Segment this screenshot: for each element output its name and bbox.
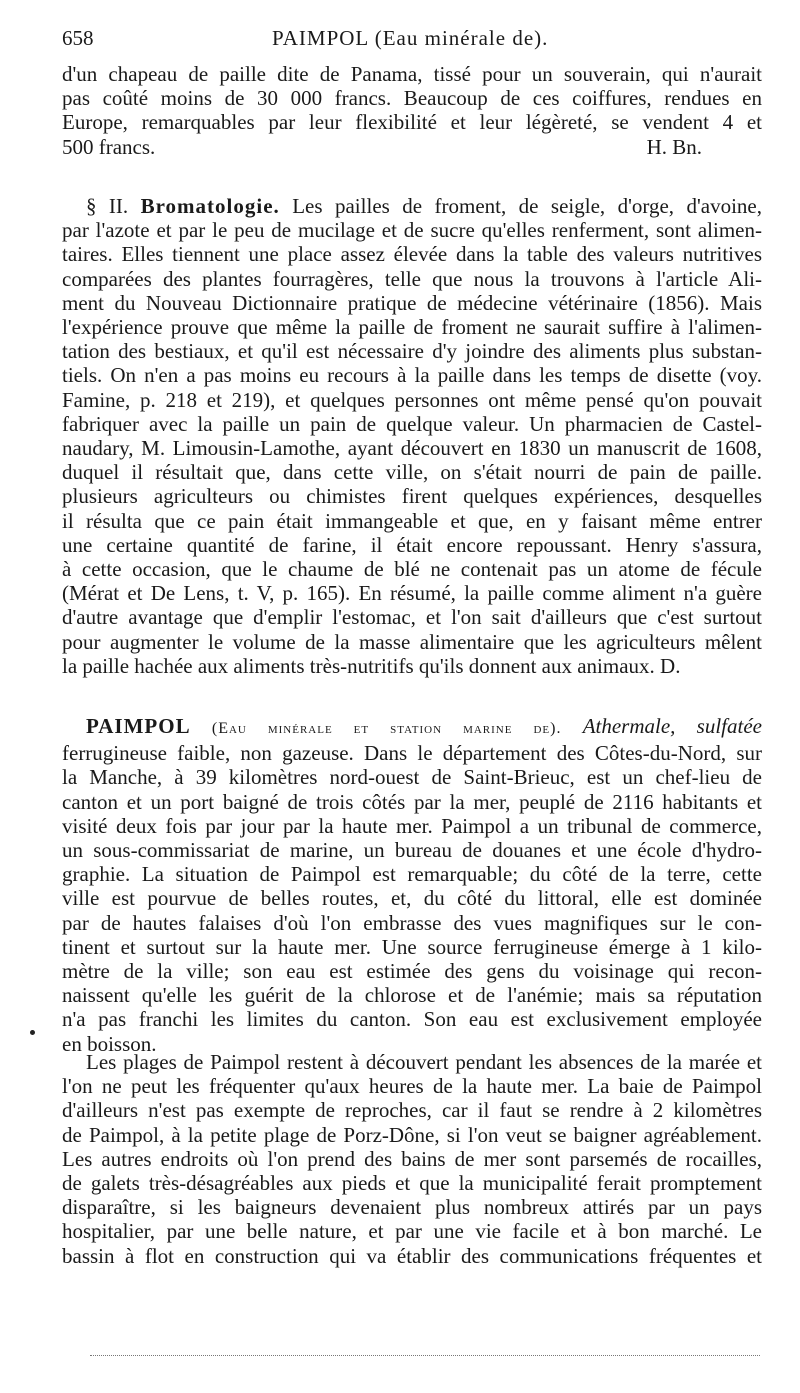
text-line: Europe, remarquables par leur flexibilité et leur légèreté, se vendent 4 et xyxy=(62,110,762,135)
text-line-last: la paille hachée aux aliments très-nutritifs qu'ils donnent aux animaux. D. xyxy=(62,653,681,678)
bottom-print-rule xyxy=(90,1355,760,1358)
text-line: fabriquer avec la paille un pain de quelque valeur. Un pharmacien de Castel- xyxy=(62,411,762,436)
text-line: hospitalier, par une belle nature, et par une vie facile et à bon marché. Le xyxy=(62,1219,762,1244)
text-line: ferrugineuse faible, non gazeuse. Dans le département des Côtes-du-Nord, sur xyxy=(62,741,762,766)
entry-paimpol xyxy=(62,714,762,1056)
text-line: (Mérat et De Lens, t. V, p. 165). En résumé, la paille comme aliment n'a guère xyxy=(62,581,762,606)
text-line-last xyxy=(62,135,762,159)
text-line: une certaine quantité de farine, il était encore repoussant. Henry s'assura, xyxy=(62,532,762,557)
text-line: Les plages de Paimpol restent à découvert pendant les absences de la marée et xyxy=(86,1050,762,1074)
text-line: Les autres endroits où l'on prend des bains de mer sont parsemés de rocailles, xyxy=(62,1146,762,1171)
entry-word: PAIMPOL xyxy=(86,714,191,738)
text-line: naissent qu'elle les guérit de la chlorose et de l'anémie; mais sa réputation xyxy=(62,983,762,1008)
text-line: l'expérience prouve que même la paille de froment ne saurait suffire à l'alimen- xyxy=(62,315,762,340)
text-line: tation des bestiaux, et qu'il est nécessaire d'y joindre des aliments plus substan- xyxy=(62,339,762,364)
section-heading-line xyxy=(62,194,762,218)
entry-description: Athermale, sulfatée xyxy=(582,714,762,738)
text-line: d'un chapeau de paille dite de Panama, tissé pour un souverain, qui n'aurait xyxy=(62,62,762,86)
text-line: l'on ne peut les fréquenter qu'aux heures de la haute mer. La baie de Paimpol xyxy=(62,1074,762,1099)
ink-spot xyxy=(30,1030,35,1035)
text-line-start: Les pailles de froment, de seigle, d'orge, d'avoine, xyxy=(292,194,762,218)
entry-heading-line xyxy=(62,714,762,741)
text-line: disparaître, si les baigneurs devenaient plus nombreux attirés par un pays xyxy=(62,1195,762,1220)
text-line: taires. Elles tiennent une place assez élevée dans la table des valeurs nutritives xyxy=(62,242,762,267)
text-line: mètre de la ville; son eau est estimée des gens du voisinage qui recon- xyxy=(62,959,762,984)
text-line: d'ailleurs n'est pas exempte de reproches, car il faut se rendre à 2 kilomètres xyxy=(62,1098,762,1123)
text-line: graphie. La situation de Paimpol est remarquable; du côté de la terre, cette xyxy=(62,862,762,887)
text-line: pas coûté moins de 30 000 francs. Beaucoup de ces coiffures, rendues en xyxy=(62,86,762,111)
text-line: par l'azote et par le peu de mucilage et de sucre qu'elles renferment, sont alimen- xyxy=(62,218,762,243)
text-line: comparées des plantes fourragères, telle que nous la trouvons à l'article Ali- xyxy=(62,266,762,291)
text-line: ville est pourvue de belles routes, et, du côté du littoral, elle est dominée xyxy=(62,886,762,911)
paragraph-plages xyxy=(62,1050,762,1268)
page-number: 658 xyxy=(62,26,94,50)
text-line: Famine, p. 218 et 219), et quelques personnes ont même pensé qu'on pouvait xyxy=(62,387,762,412)
text-line: bassin à flot en construction qui va établir des communications fréquentes et xyxy=(62,1243,762,1268)
text-line: de Paimpol, à la petite plage de Porz-Dône, si l'on veut se baigner agréablement. xyxy=(62,1122,762,1147)
section-mark: § II. xyxy=(86,194,129,218)
text-line: visité deux fois par jour par la haute mer. Paimpol a un tribunal de commerce, xyxy=(62,813,762,838)
section-title: Bromatologie. xyxy=(140,194,280,218)
text-line: tiels. On n'en a pas moins eu recours à la paille dans les temps de disette (voy. xyxy=(62,363,762,388)
text-line: tinent et surtout sur la haute mer. Une source ferrugineuse émerge à 1 kilo- xyxy=(62,934,762,959)
text-line: n'a pas franchi les limites du canton. Son eau est exclusivement employée xyxy=(62,1007,762,1032)
section-bromatologie xyxy=(62,194,762,678)
text-line: il résulta que ce pain était immangeable et que, en y faisant même entrer xyxy=(62,508,762,533)
entry-subtitle: (Eau minérale et station marine de). xyxy=(211,720,562,737)
text-line: de galets très-désagréables aux pieds et que la municipalité ferait promptement xyxy=(62,1171,762,1196)
text-line: ment du Nouveau Dictionnaire pratique de médecine vétérinaire (1856). Mais xyxy=(62,290,762,315)
text-line: à cette occasion, que le chaume de blé ne contenait pas un atome de fécule xyxy=(62,557,762,582)
text-line-end: 500 francs. xyxy=(62,134,156,159)
paragraph-panama xyxy=(62,62,762,159)
text-line: la Manche, à 39 kilomètres nord-ouest de Saint-Brieuc, est un chef-lieu de xyxy=(62,765,762,790)
text-line: plusieurs agriculteurs ou chimistes firent quelques expériences, desquelles xyxy=(62,484,762,509)
text-line: naudary, M. Limousin-Lamothe, ayant découvert en 1830 un manuscrit de 1608, xyxy=(62,436,762,461)
author-signature: H. Bn. xyxy=(646,134,702,159)
text-line: canton et un port baigné de trois côtés par la mer, peuplé de 2116 habitants et xyxy=(62,789,762,814)
page-header xyxy=(62,26,758,56)
text-line: par de hautes falaises d'où l'on embrasse des vues magnifiques sur le con- xyxy=(62,910,762,935)
text-line-last: en boisson. xyxy=(62,1031,157,1056)
text-line: d'autre avantage que d'emplir l'estomac, et l'on sait d'ailleurs que c'est surtout xyxy=(62,605,762,630)
text-line: un sous-commissariat de marine, un bureau de douanes et une école d'hydro- xyxy=(62,838,762,863)
text-line: pour augmenter le volume de la masse alimentaire que les agriculteurs mêlent xyxy=(62,629,762,654)
running-title: PAIMPOL (Eau minérale de). xyxy=(272,26,549,50)
text-line: duquel il résultait que, dans cette ville, on s'était nourri de pain de paille. xyxy=(62,460,762,485)
